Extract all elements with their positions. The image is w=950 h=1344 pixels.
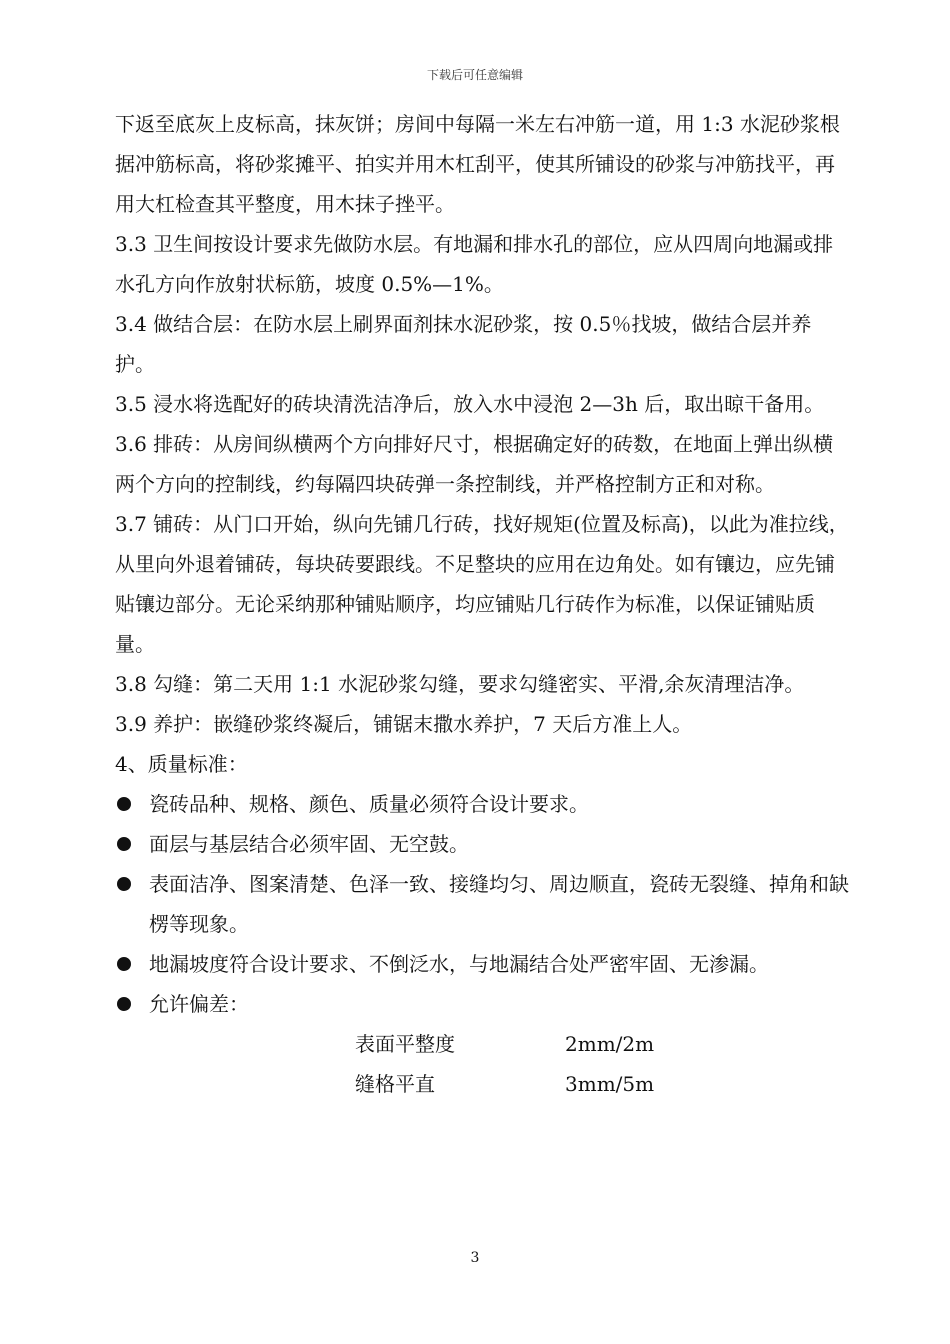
list-item-text: 瓷砖品种、规格、颜色、质量必须符合设计要求。 [149, 792, 589, 816]
paragraph: 3.6 排砖：从房间纵横两个方向排好尺寸，根据确定好的砖数，在地面上弹出纵横两个方向的控制线，约每隔四块砖弹一条控制线，并严格控制方正和对称。 [115, 432, 834, 496]
list-item-text: 表面洁净、图案清楚、色泽一致、接缝均匀、周边顺直，瓷砖无裂缝、掉角和缺楞等现象。 [149, 872, 849, 936]
list-item-text: 地漏坡度符合设计要求、不倒泛水，与地漏结合处严密牢固、无渗漏。 [149, 952, 769, 976]
list-item [115, 984, 850, 1024]
tolerance-value: 3mm/5m [565, 1072, 655, 1096]
paragraph: 3.9 养护：嵌缝砂浆终凝后，铺锯末撒水养护，7 天后方准上人。 [115, 712, 693, 736]
bullet-list [115, 784, 850, 1024]
section-title: 4、质量标准： [115, 752, 248, 776]
list-item [115, 864, 850, 944]
list-item [115, 944, 850, 984]
paragraph: 3.7 铺砖：从门口开始，纵向先铺几行砖，找好规矩(位置及标高)，以此为准拉线，从里向外退着铺砖，每块砖要跟线。不足整块的应用在边角处。如有镶边，应先铺贴镶边部分。无论采纳那种铺贴顺序，均应铺贴几行砖作为标准，以保证铺贴质量。 [115, 512, 849, 656]
list-item-text: 允许偏差： [149, 992, 249, 1016]
bullet-icon [117, 797, 131, 811]
paragraph: 3.3 卫生间按设计要求先做防水层。有地漏和排水孔的部位，应从四周向地漏或排水孔方向作放射状标筋，坡度 0.5%—1%。 [115, 232, 834, 296]
paragraph: 下返至底灰上皮标高，抹灰饼；房间中每隔一米左右冲筋一道，用 1:3 水泥砂浆根据冲筋标高，将砂浆摊平、拍实并用木杠刮平，使其所铺设的砂浆与冲筋找平，再用大杠检查其平整度，用木抹子挫平。 [115, 112, 840, 216]
document-body [115, 104, 850, 1104]
bullet-icon [117, 837, 131, 851]
tolerance-name: 缝格平直 [355, 1072, 435, 1096]
list-item-text: 面层与基层结合必须牢固、无空鼓。 [149, 832, 469, 856]
bullet-icon [117, 877, 131, 891]
page-number: 3 [470, 1250, 480, 1266]
paragraph: 3.4 做结合层：在防水层上刷界面剂抹水泥砂浆，按 0.5％找坡，做结合层并养护。 [115, 312, 812, 376]
bullet-icon [117, 997, 131, 1011]
tolerance-row [115, 1024, 850, 1064]
page-header: 下载后可任意编辑 [426, 68, 523, 82]
tolerance-value: 2mm/2m [565, 1032, 655, 1056]
paragraph: 3.5 浸水将选配好的砖块清洗洁净后，放入水中浸泡 2—3h 后，取出晾干备用。 [115, 392, 825, 416]
list-item [115, 784, 850, 824]
tolerance-row [115, 1064, 850, 1104]
paragraph: 3.8 勾缝：第二天用 1:1 水泥砂浆勾缝，要求勾缝密实、平滑,余灰清理洁净。 [115, 672, 805, 696]
list-item [115, 824, 850, 864]
tolerance-name: 表面平整度 [355, 1032, 455, 1056]
bullet-icon [117, 957, 131, 971]
